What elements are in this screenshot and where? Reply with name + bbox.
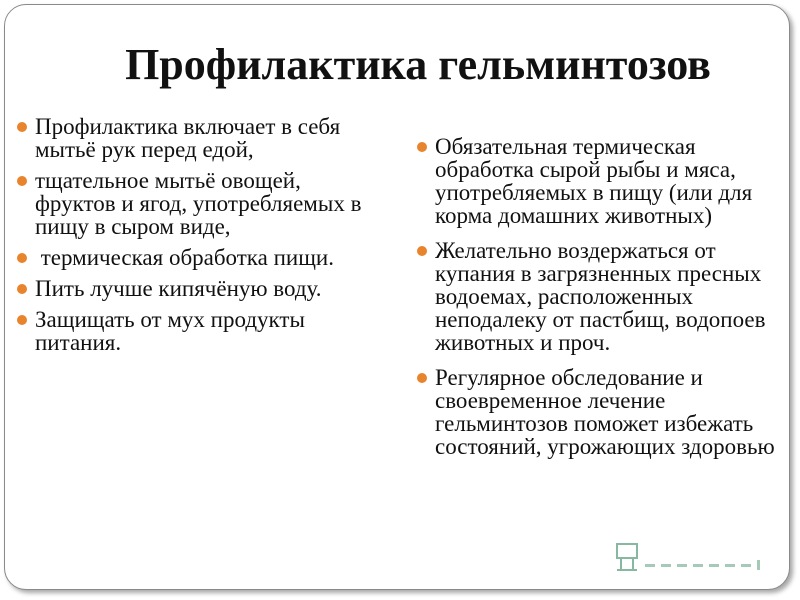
bullet-icon xyxy=(17,176,27,186)
list-item-text: тщательное мытьё овощей, фруктов и ягод, употребляемых в пищу в сыром виде, xyxy=(35,168,362,239)
right-bullet-list xyxy=(417,135,790,458)
watermark-logo xyxy=(611,540,771,576)
list-item-text: Профилактика включает в себя мытьё рук перед едой, xyxy=(35,114,341,162)
bullet-icon xyxy=(17,315,27,325)
list-item-text: термическая обработка пищи. xyxy=(35,245,334,270)
slide xyxy=(4,4,790,590)
list-item-text: Желательно воздержаться от купания в загрязненных пресных водоемах, расположенных неподалеку от пастбищ, водопоев животных и проч. xyxy=(435,238,766,355)
bullet-icon xyxy=(417,142,427,152)
bullet-icon xyxy=(417,246,427,256)
list-item xyxy=(417,366,790,458)
list-item xyxy=(17,169,367,238)
left-column xyxy=(17,115,367,362)
bullet-icon xyxy=(17,253,27,263)
list-item-text: Регулярное обследование и своевременное лечение гельминтозов поможет избежать состояний, угрожающих здоровью xyxy=(435,365,775,459)
list-item-text: Пить лучше кипячёную воду. xyxy=(35,276,322,301)
list-item xyxy=(17,246,367,269)
list-item-text: Обязательная термическая обработка сырой рыбы и мяса, употребляемых в пищу (или для корма домашних животных) xyxy=(435,134,753,228)
bullet-icon xyxy=(17,284,27,294)
list-item xyxy=(417,239,790,354)
left-bullet-list xyxy=(17,115,367,354)
right-column xyxy=(417,135,790,470)
bullet-icon xyxy=(417,373,427,383)
list-item xyxy=(17,308,367,354)
list-item xyxy=(17,115,367,161)
slide-title: Профилактика гельминтозов xyxy=(125,40,711,89)
list-item-text: Защищать от мух продукты питания. xyxy=(35,307,305,355)
list-item xyxy=(17,277,367,300)
bullet-icon xyxy=(17,122,27,132)
list-item xyxy=(417,135,790,227)
